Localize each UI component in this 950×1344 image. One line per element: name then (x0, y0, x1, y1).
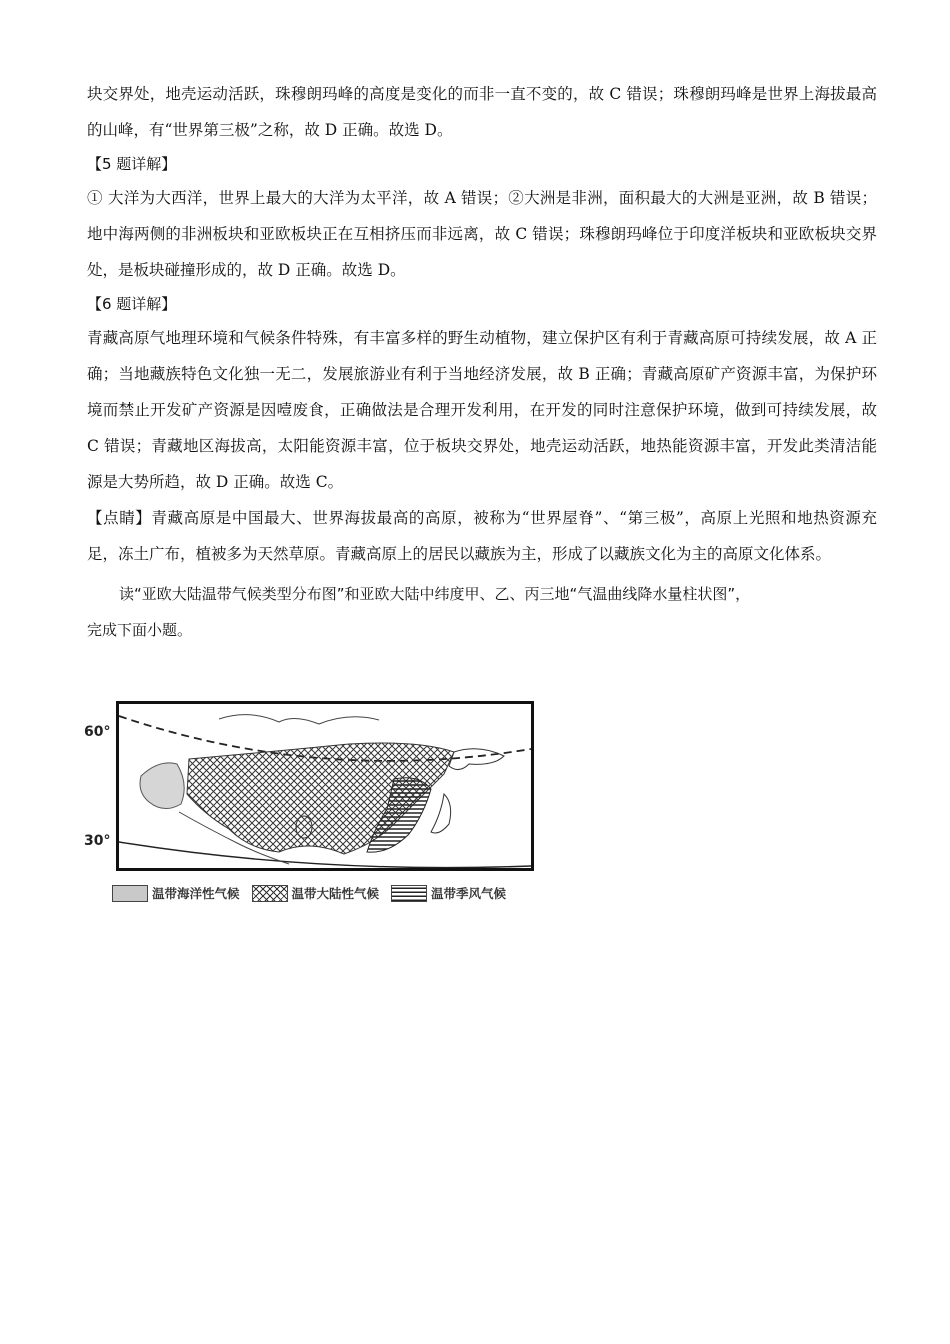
q5-heading: 【5 题详解】 (87, 155, 177, 173)
latitude-60-label: 60° (84, 724, 111, 740)
question-intro (87, 576, 877, 648)
key-point-body: 青藏高原是中国最大、世界海拔最高的高原，被称为“世界屋脊”、“第三极”，高原上光照和地热资源充足，冻土广布，植被多为天然草原。青藏高原上的居民以藏族为主，形成了以藏族文化为主的高原文化体系。 (87, 509, 877, 563)
legend-swatch-continental (252, 885, 288, 902)
intro-line-2: 完成下面小题。 (87, 621, 193, 639)
legend-label-monsoon: 温带季风气候 (431, 886, 507, 901)
northern-coastline (219, 715, 379, 724)
legend-swatch-oceanic (112, 885, 148, 902)
legend-label-continental: 温带大陆性气候 (291, 886, 380, 901)
key-point-note (87, 500, 877, 572)
temperate-oceanic-region (140, 763, 184, 809)
map-drawing (119, 704, 531, 868)
q6-explanation: 青藏高原气地理环境和气候条件特殊，有丰富多样的野生动植物，建立保护区有利于青藏高原可持续发展，故 A 正确；当地藏族特色文化独一无二，发展旅游业有利于当地经济发展，故 B 正确；青藏高原矿产资源丰富，为保护环境而禁止开发矿产资源是因噎废食，正确做法是合理开发利用，在开发的同时注意保护环境，做到可持续发展，故 C 错误；青藏地区海拔高，太阳能资源丰富，位于板块交界处，地壳运动活跃，地热能资源丰富，开发此类清洁能源是大势所趋，故 D 正确。故选 C。 (87, 329, 877, 491)
legend-swatch-monsoon (391, 885, 427, 902)
climate-map-figure (84, 698, 544, 910)
latitude-30-label: 30° (84, 833, 111, 849)
legend-item-monsoon (391, 884, 506, 902)
q6-heading: 【6 题详解】 (87, 295, 177, 313)
map-legend (112, 881, 518, 905)
content-area (87, 76, 877, 648)
key-point-label: 【点睛】 (87, 509, 152, 527)
legend-label-oceanic: 温带海洋性气候 (152, 886, 240, 901)
eurasia-climate-map (116, 701, 534, 871)
legend-item-oceanic (112, 884, 240, 902)
q4-explanation-tail: 块交界处，地壳运动活跃，珠穆朗玛峰的高度是变化的而非一直不变的，故 C 错误；珠穆朗玛峰是世界上海拔最高的山峰，有“世界第三极”之称，故 D 正确。故选 D。 (87, 85, 877, 139)
legend-item-continental (252, 884, 380, 902)
far-east-coast (449, 749, 504, 770)
q5-explanation: ① 大洋为大西洋，世界上最大的大洋为太平洋，故 A 错误；②大洲是非洲，面积最大的大洲是亚洲，故 B 错误；地中海两侧的非洲板块和亚欧板块正在互相挤压而非远离，故 C 错误；珠穆朗玛峰位于印度洋板块和亚欧板块交界处，是板块碰撞形成的，故 D 正确。故选 D。 (87, 189, 877, 279)
japan-outline (431, 794, 451, 833)
intro-line-1: 读“亚欧大陆温带气候类型分布图”和亚欧大陆中纬度甲、乙、丙三地“气温曲线降水量柱状图”， (119, 585, 751, 603)
